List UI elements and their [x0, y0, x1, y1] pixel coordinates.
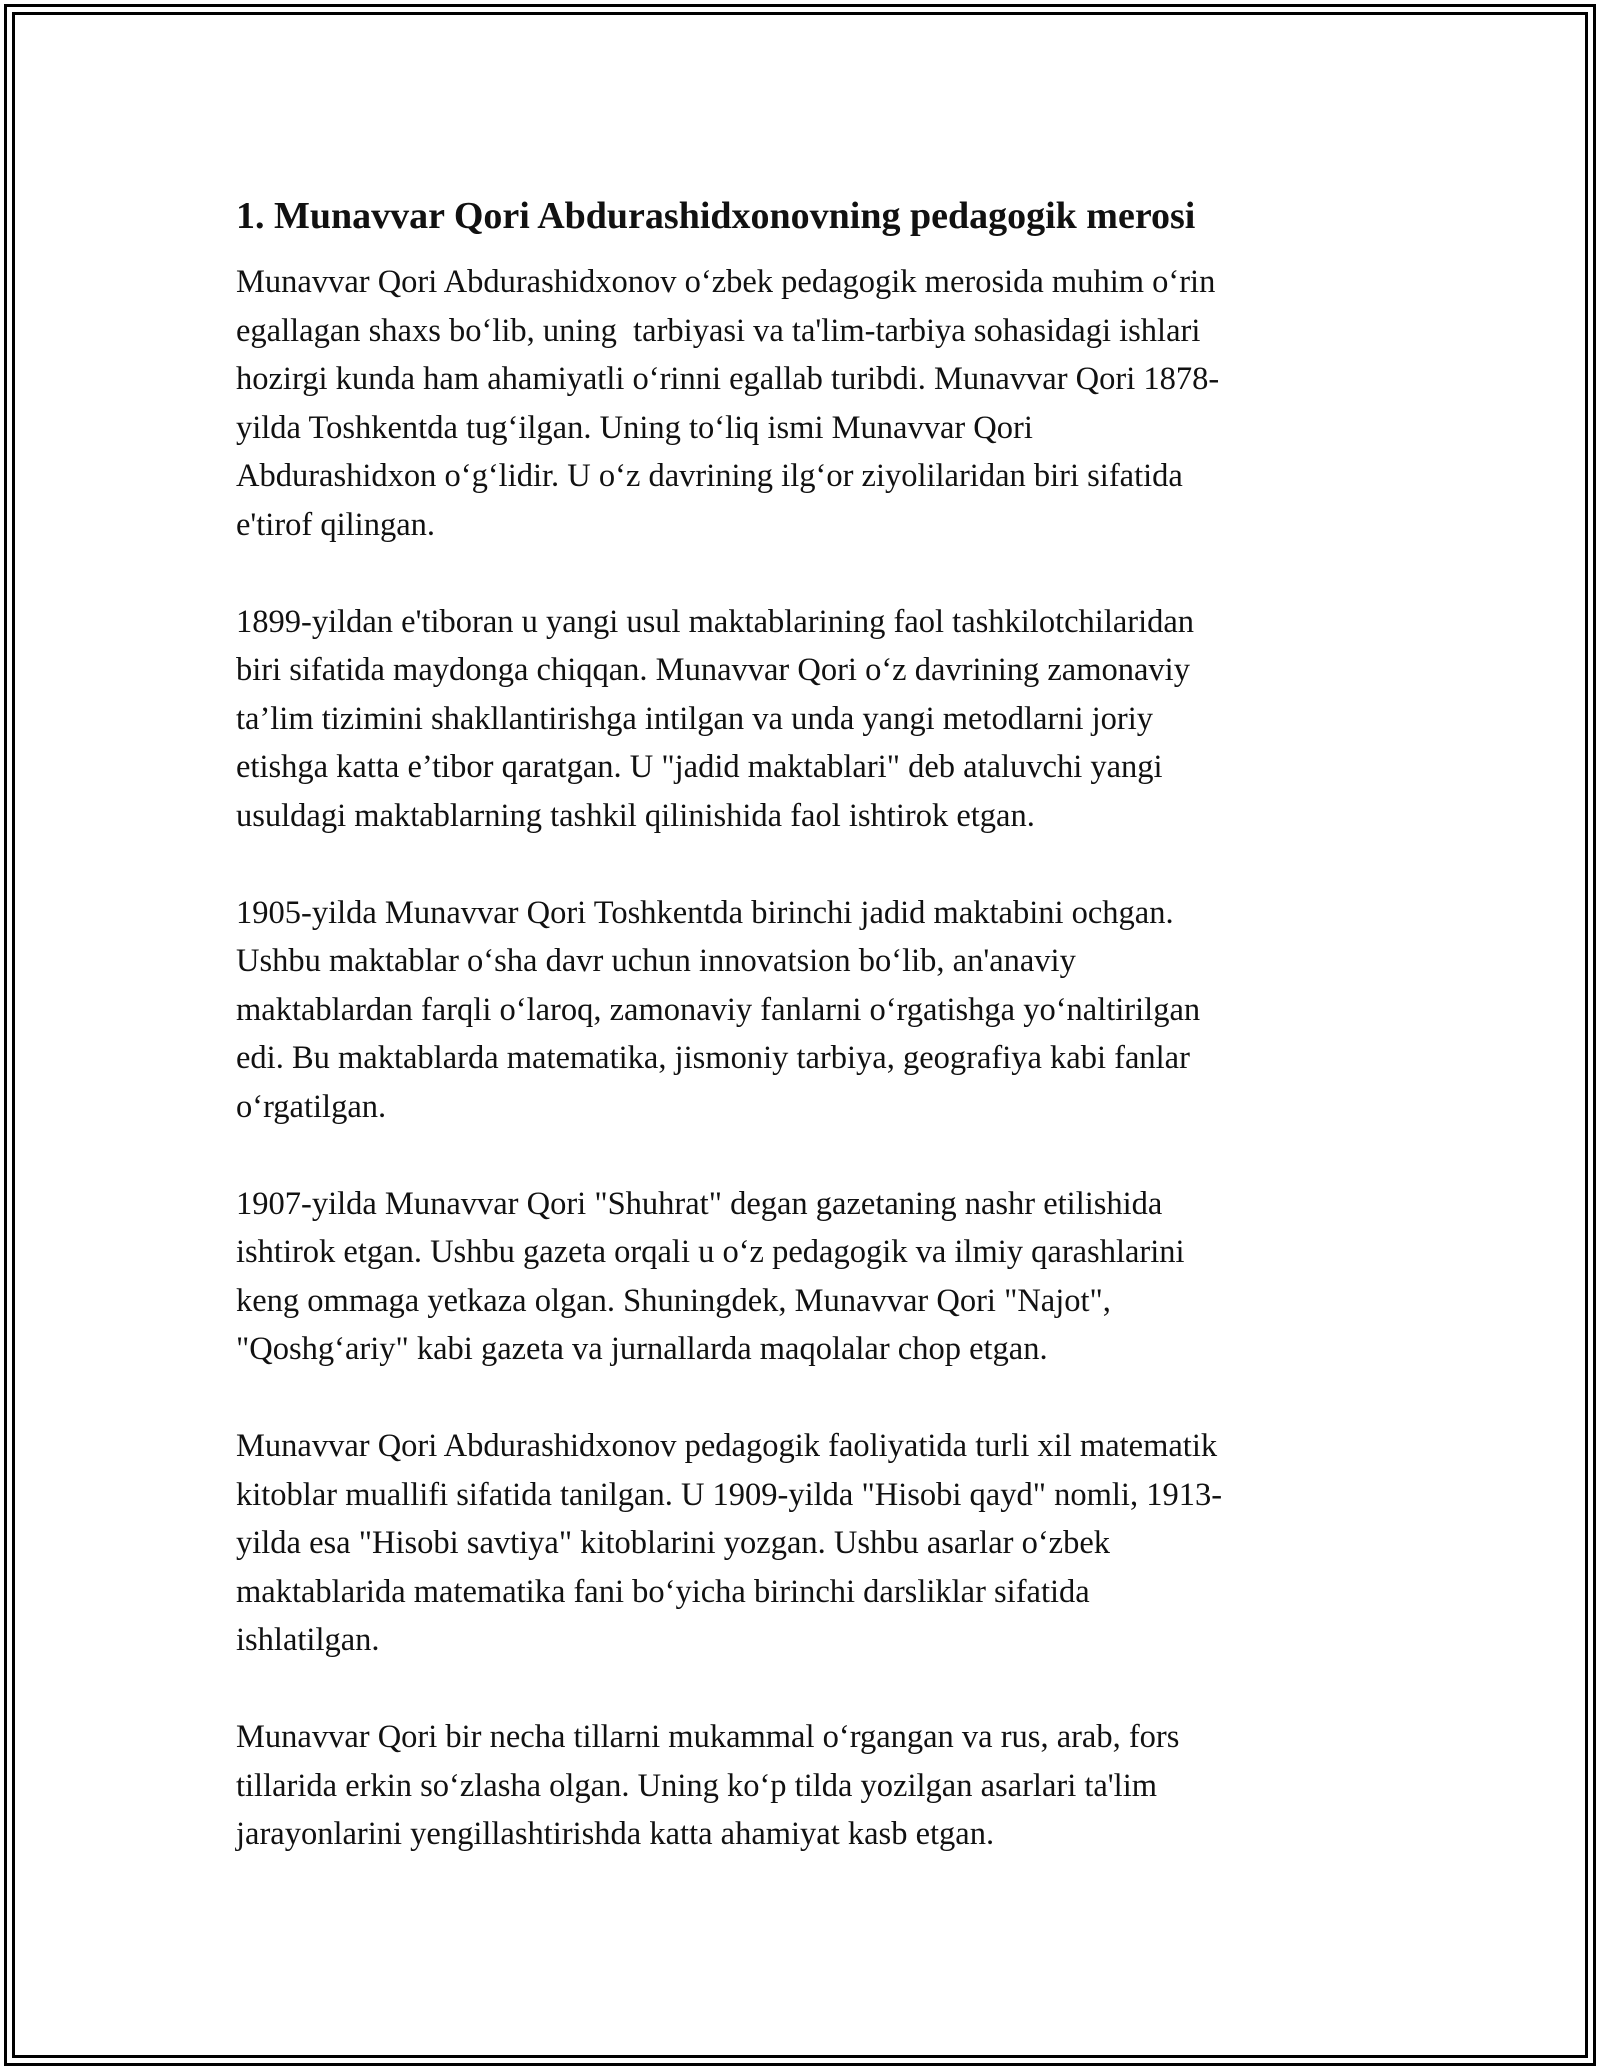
text-line: yilda esa "Hisobi savtiya" kitoblarini yozgan. Ushbu asarlar oʻzbek [236, 1525, 1111, 1561]
text-line: Munavvar Qori Abdurashidxonov oʻzbek pedagogik merosida muhim oʻrin [236, 264, 1216, 300]
text-line: ishlatilgan. [236, 1622, 380, 1658]
section-heading: 1. Munavvar Qori Abdurashidxonovning pedagogik merosi [236, 195, 1196, 237]
text-line: keng ommaga yetkaza olgan. Shuningdek, Munavvar Qori "Najot", [236, 1282, 1111, 1319]
text-line: Abdurashidxon oʻgʻlidir. U oʻz davrining ilgʻor ziyolilaridan biri sifatida [236, 458, 1183, 494]
paragraph-4 [236, 1180, 1366, 1374]
text-line: edi. Bu maktablarda matematika, jismoniy tarbiya, geografiya kabi fanlar [236, 1040, 1190, 1076]
paragraph-3 [236, 889, 1366, 1132]
paragraph-1 [236, 258, 1366, 549]
text-line: Munavvar Qori Abdurashidxonov pedagogik faoliyatida turli xil matematik [236, 1428, 1218, 1464]
text-line: etishga katta e’tibor qaratgan. U "jadid maktablari" deb ataluvchi yangi [236, 749, 1163, 785]
text-line: 1905-yilda Munavvar Qori Toshkentda birinchi jadid maktabini ochgan. [236, 894, 1174, 931]
text-line: egallagan shaxs boʻlib, uning tarbiyasi va ta'lim-tarbiya sohasidagi ishlari [236, 312, 1201, 349]
text-line: oʻrgatilgan. [236, 1088, 387, 1125]
text-line: Ushbu maktablar oʻsha davr uchun innovatsion boʻlib, an'anaviy [236, 943, 1076, 979]
text-line: kitoblar muallifi sifatida tanilgan. U 1909-yilda "Hisobi qayd" nomli, 1913- [236, 1476, 1223, 1513]
paragraph-2 [236, 598, 1366, 841]
paragraph-6 [236, 1713, 1366, 1859]
text-line: 1899-yildan e'tiboran u yangi usul maktablarining faol tashkilotchilaridan [236, 603, 1195, 640]
text-line: e'tirof qilingan. [236, 506, 435, 543]
text-line: tillarida erkin soʻzlasha olgan. Uning koʻp tilda yozilgan asarlari ta'lim [236, 1767, 1157, 1804]
text-line: 1907-yilda Munavvar Qori "Shuhrat" degan gazetaning nashr etilishida [236, 1185, 1163, 1222]
text-line: "Qoshgʻariy" kabi gazeta va jurnallarda maqolalar chop etgan. [236, 1331, 1048, 1367]
text-line: Munavvar Qori bir necha tillarni mukammal oʻrgangan va rus, arab, fors [236, 1719, 1180, 1755]
text-line: usuldagi maktablarning tashkil qilinishida faol ishtirok etgan. [236, 797, 1035, 834]
text-line: ishtirok etgan. Ushbu gazeta orqali u oʻz pedagogik va ilmiy qarashlarini [236, 1234, 1185, 1270]
document-body [236, 190, 1366, 1907]
text-line: maktablardan farqli oʻlaroq, zamonaviy fanlarni oʻrgatishga yoʻnaltirilgan [236, 991, 1201, 1028]
paragraph-5 [236, 1422, 1366, 1665]
text-line: biri sifatida maydonga chiqqan. Munavvar Qori oʻz davrining zamonaviy [236, 652, 1190, 688]
text-line: yilda Toshkentda tugʻilgan. Uning toʻliq ismi Munavvar Qori [236, 409, 1033, 446]
text-line: jarayonlarini yengillashtirishda katta ahamiyat kasb etgan. [236, 1816, 995, 1852]
text-line: hozirgi kunda ham ahamiyatli oʻrinni egallab turibdi. Munavvar Qori 1878- [236, 361, 1220, 397]
text-line: ta’lim tizimini shakllantirishga intilgan va unda yangi metodlarni joriy [236, 700, 1154, 737]
text-line: maktablarida matematika fani boʻyicha birinchi darsliklar sifatida [236, 1573, 1090, 1610]
